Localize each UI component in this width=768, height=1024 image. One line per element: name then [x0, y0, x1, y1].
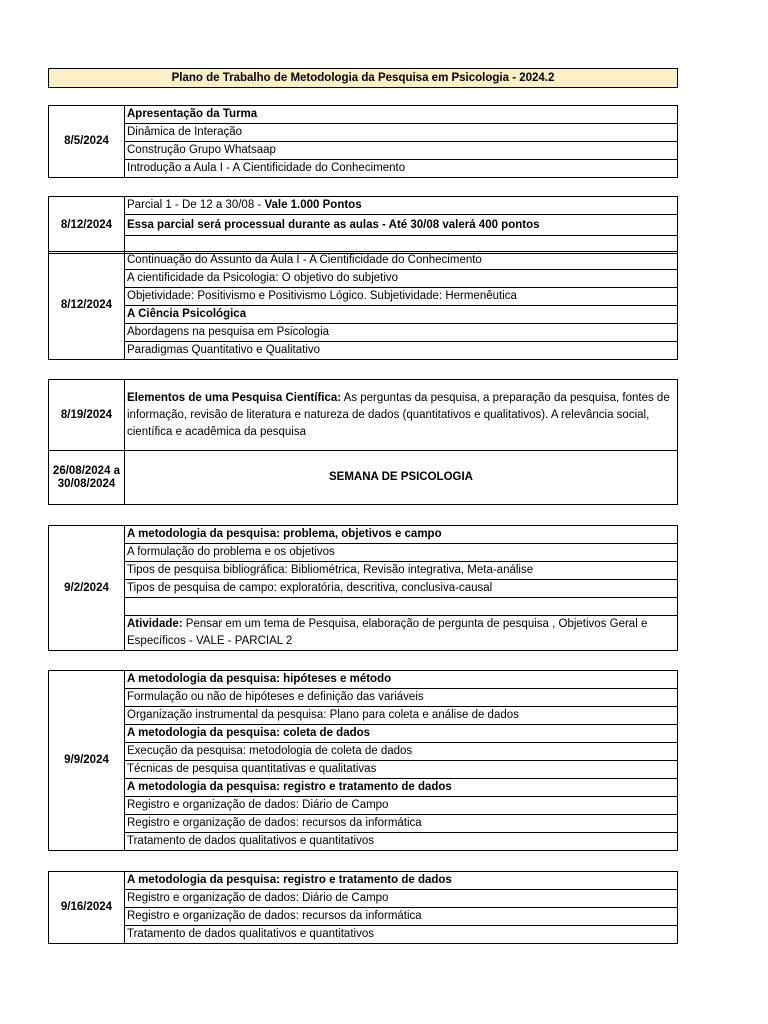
topic-bold-text: A metodologia da pesquisa: problema, objetivos e campo: [127, 528, 442, 540]
topic-cell: [125, 689, 678, 707]
topic-cell: [125, 779, 678, 797]
topic-cell: [125, 833, 678, 851]
topic-bold-text: Apresentação da Turma: [127, 108, 258, 120]
topic-cell: [125, 342, 678, 360]
topic-cell: [125, 890, 678, 908]
topic-cell: [125, 707, 678, 725]
topic-text: A formulação do problema e os objetivos: [127, 546, 335, 558]
schedule-block: [48, 670, 678, 851]
topic-bold-text: Essa parcial será processual durante as aulas - Até 30/08 valerá 400 pontos: [127, 218, 540, 231]
topic-text: Construção Grupo Whatsaap: [127, 144, 276, 156]
topic-text: Pensar em um tema de Pesquisa, elaboração de pergunta de pesquisa , Objetivos Geral e Específicos - VALE - PARCIAL 2: [127, 618, 648, 647]
page-title: Plano de Trabalho de Metodologia da Pesquisa em Psicologia - 2024.2: [48, 68, 678, 88]
date-cell: 8/12/2024: [49, 252, 125, 360]
date-cell: 8/19/2024: [49, 380, 125, 451]
topic-text: Tipos de pesquisa de campo: exploratória, descritiva, conclusiva-causal: [127, 582, 493, 594]
schedule-block: [48, 379, 678, 505]
topic-text: Registro e organização de dados: recursos da informática: [127, 817, 422, 829]
topic-bold-text: A Ciência Psicológica: [127, 308, 247, 320]
topic-cell: [125, 324, 678, 342]
topic-cell: [125, 616, 678, 651]
topic-cell: [125, 142, 678, 160]
date-cell: 9/9/2024: [49, 671, 125, 851]
topic-text: Tipos de pesquisa bibliográfica: Bibliométrica, Revisão integrativa, Meta-análise: [127, 564, 534, 576]
topic-bold-text: A metodologia da pesquisa: registro e tratamento de dados: [127, 874, 452, 886]
topic-bold-text: Elementos de uma Pesquisa Científica:: [127, 391, 342, 404]
topic-text: Formulação ou não de hipóteses e definição das variáveis: [127, 691, 424, 703]
topic-cell: [125, 743, 678, 761]
topic-text: Continuação do Assunto da Aula I - A Cientificidade do Conhecimento: [127, 254, 482, 266]
topic-cell: [125, 815, 678, 833]
topic-cell: [125, 197, 678, 215]
topic-cell: [125, 215, 678, 236]
topic-cell: [125, 725, 678, 743]
topic-cell: [125, 160, 678, 178]
schedule-block: [48, 871, 678, 944]
topic-cell: [125, 124, 678, 142]
topic-text: Registro e organização de dados: Diário de Campo: [127, 799, 389, 811]
date-cell: 26/08/2024 a 30/08/2024: [49, 451, 125, 505]
topic-cell: [125, 671, 678, 689]
schedule-block: [48, 196, 678, 254]
topic-cell: [125, 526, 678, 544]
topic-cell: [125, 580, 678, 598]
topic-bold-text: Vale 1.000 Pontos: [264, 199, 362, 211]
topic-cell: [125, 761, 678, 779]
event-cell: SEMANA DE PSICOLOGIA: [125, 451, 678, 505]
topic-text: Registro e organização de dados: recursos da informática: [127, 910, 422, 922]
date-cell: 9/16/2024: [49, 872, 125, 944]
topic-cell: [125, 797, 678, 815]
topic-text: Parcial 1 - De 12 a 30/08 -: [127, 199, 265, 211]
topic-text: Tratamento de dados qualitativos e quantitativos: [127, 835, 374, 847]
topic-cell: [125, 562, 678, 580]
topic-text: Introdução a Aula I - A Cientificidade do Conhecimento: [127, 162, 406, 174]
topic-text: Execução da pesquisa: metodologia de coleta de dados: [127, 745, 413, 757]
date-cell: 9/2/2024: [49, 526, 125, 651]
date-cell: 8/12/2024: [49, 197, 125, 254]
topic-text: A cientificidade da Psicologia: O objetivo do subjetivo: [127, 272, 399, 284]
topic-text: Dinâmica de Interação: [127, 126, 243, 138]
topic-bold-text: A metodologia da pesquisa: coleta de dados: [127, 727, 371, 739]
topic-text: Organização instrumental da pesquisa: Plano para coleta e análise de dados: [127, 709, 519, 721]
date-cell: 8/5/2024: [49, 106, 125, 178]
topic-cell: [125, 252, 678, 270]
topic-cell: [125, 908, 678, 926]
schedule-block: [48, 251, 678, 360]
topic-text: Abordagens na pesquisa em Psicologia: [127, 326, 330, 338]
topic-bold-text: A metodologia da pesquisa: hipóteses e método: [127, 673, 392, 685]
topic-text: Objetividade: Positivismo e Positivismo Lógico. Subjetividade: Hermenêutica: [127, 290, 517, 302]
topic-cell: [125, 270, 678, 288]
topic-cell: [125, 106, 678, 124]
topic-bold-text: Atividade:: [127, 618, 183, 630]
topic-text: As perguntas da pesquisa, a preparação da pesquisa, fontes de informação, revisão de literatura e natureza de dados (quantitativos e qualitativos). A relevância social, científica e acadêmica da pesquisa: [127, 391, 670, 438]
schedule-block: [48, 105, 678, 178]
topic-cell: [125, 380, 678, 451]
topic-text: Registro e organização de dados: Diário de Campo: [127, 892, 389, 904]
topic-text: Paradigmas Quantitativo e Qualitativo: [127, 344, 321, 356]
topic-cell: [125, 926, 678, 944]
empty-cell: [125, 598, 678, 616]
topic-cell: [125, 306, 678, 324]
schedule-block: [48, 525, 678, 651]
topic-cell: [125, 872, 678, 890]
topic-cell: [125, 544, 678, 562]
topic-cell: [125, 288, 678, 306]
topic-bold-text: A metodologia da pesquisa: registro e tratamento de dados: [127, 781, 452, 793]
topic-text: Tratamento de dados qualitativos e quantitativos: [127, 928, 374, 940]
topic-text: Técnicas de pesquisa quantitativas e qualitativas: [127, 763, 377, 775]
